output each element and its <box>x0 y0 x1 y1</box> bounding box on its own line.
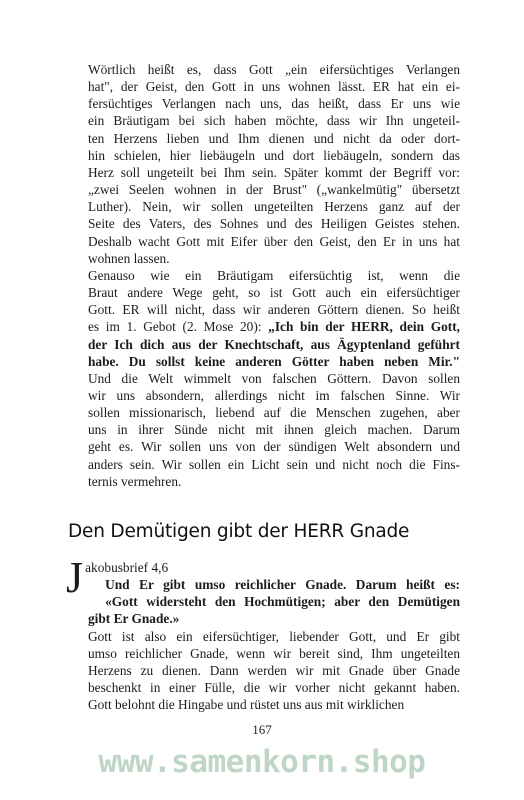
text-line <box>68 164 460 181</box>
text-run: Deshalb wacht Gott mit Eifer über den Geist, den Er in uns hat <box>88 233 460 249</box>
text-run: fersüchtiges Verlangen nach uns, das heißt, dass Er uns wie <box>88 96 460 112</box>
paragraph-1 <box>68 61 460 267</box>
text-line <box>68 130 460 147</box>
text-line <box>68 404 460 421</box>
text-line <box>68 456 460 473</box>
paragraph-3 <box>68 628 460 714</box>
text-run: wir uns absondern, allerdings nicht im falschen Sinne. Wir <box>88 387 460 403</box>
watermark: www.samenkorn.shop <box>98 744 426 780</box>
text-line <box>68 198 460 215</box>
section-heading: Den Demütigen gibt der HERR Gnade <box>68 521 410 542</box>
text-run: ternis vermehren. <box>88 473 182 489</box>
text-run: Gott belohnt die Hingabe und rüstet uns aus mit wirklichen <box>88 697 405 713</box>
text-run: ein Bräutigam bei sich haben möchte, dass wir Ihn ungeteil- <box>88 113 460 129</box>
text-line <box>68 473 460 490</box>
text-line <box>68 421 460 438</box>
text-run: Gott ist also ein eifersüchtiger, liebender Gott, und Er gibt <box>88 628 460 644</box>
text-run: „zwei Seelen wohnen in der Brust" („wankelmütig" übersetzt <box>88 182 460 198</box>
text-run: hin schielen, hier liebäugeln und dort liebäugeln, sondern das <box>88 147 460 163</box>
text-run: ten Herzens lieben und Ihm dienen und nicht da oder dort- <box>88 130 460 146</box>
text-run: Luther). Nein, wir sollen ungeteilten Herzens ganz auf der <box>88 199 460 215</box>
text-run: beschenkt in einer Fülle, die wir vorher nicht gekannt haben. <box>88 680 460 696</box>
text-line <box>68 438 460 455</box>
scripture-reference-block <box>66 553 460 628</box>
text-run: wohnen lassen. <box>88 250 170 266</box>
text-line <box>68 181 460 198</box>
text-line <box>68 593 460 610</box>
text-run: Wörtlich heißt es, dass Gott „ein eifersüchtiges Verlangen <box>88 62 460 77</box>
bold-text: «Gott widersteht den Hochmütigen; aber den Demütigen <box>105 594 460 610</box>
text-run: umso reichlicher Gnade, wenn wir bereit sind, Ihm ungeteilten <box>88 645 460 661</box>
text-run: uns in ihrer Sünde nicht mit ihnen gleich machen. Darum <box>88 422 460 438</box>
text-line <box>68 318 460 335</box>
text-line <box>68 112 460 129</box>
text-line <box>68 679 460 696</box>
text-line <box>68 95 460 112</box>
text-line <box>68 387 460 404</box>
text-line <box>68 215 460 232</box>
text-run: Herz soll ungeteilt bei Ihm sein. Später kommt der Begriff vor: <box>88 164 460 180</box>
text-line <box>68 147 460 164</box>
scripture-quote <box>68 576 460 627</box>
text-run: es im 1. Gebot (2. Mose 20): <box>88 319 269 335</box>
text-line <box>68 61 460 78</box>
text-line <box>68 610 460 627</box>
text-line <box>68 645 460 662</box>
bold-text: habe. Du sollst keine anderen Götter haben neben Mir." <box>88 353 460 369</box>
text-run: geht es. Wir sollen uns von der sündigen Welt absondern und <box>88 439 460 455</box>
text-run: sollen missionarisch, liebend auf die Menschen zugehen, aber <box>88 405 460 421</box>
text-line <box>68 233 460 250</box>
text-line <box>68 370 460 387</box>
section-2 <box>66 553 460 713</box>
text-line <box>68 353 460 370</box>
text-line <box>68 696 460 713</box>
text-line <box>68 662 460 679</box>
body-text <box>68 61 460 490</box>
text-line <box>68 250 460 267</box>
text-run: Gott. ER will nicht, dass wir anderen Göttern dienen. So heißt <box>88 302 460 318</box>
bold-text: „Ich bin der HERR, dein Gott, <box>268 319 460 335</box>
scripture-reference: akobusbrief 4,6 <box>85 560 169 575</box>
text-line <box>68 576 460 593</box>
paragraph-2 <box>68 267 460 490</box>
bold-text: gibt Er Gnade.» <box>88 611 180 627</box>
text-run: Seite des Vaters, des Sohnes und des Heiligen Geistes stehen. <box>88 216 460 232</box>
text-line <box>68 628 460 645</box>
text-line <box>68 336 460 353</box>
text-run: Genauso wie ein Bräutigam eifersüchtig ist, wenn die <box>88 267 460 283</box>
text-line <box>68 78 460 95</box>
drop-cap: J <box>66 553 84 602</box>
text-run: anders sein. Wir sollen ein Licht sein und nicht noch die Fins- <box>88 456 460 472</box>
bold-text: Und Er gibt umso reichlicher Gnade. Darum heißt es: <box>105 577 460 593</box>
text-line <box>68 301 460 318</box>
text-run: Herzens zu dienen. Dann werden wir mit Gnade über Gnade <box>88 662 460 678</box>
bold-text: der Ich dich aus der Knechtschaft, aus Ägyptenland geführt <box>88 336 460 352</box>
text-run: Braut andere Wege geht, so ist Gott auch ein eifersüchtiger <box>88 285 460 301</box>
page-number: 167 <box>252 722 272 737</box>
text-run: Und die Welt wimmelt von falschen Göttern. Davon sollen <box>88 370 460 386</box>
text-line <box>68 284 460 301</box>
text-run: hat", der Geist, den Gott in uns wohnen lässt. ER hat ein ei- <box>88 79 460 95</box>
text-line <box>68 267 460 284</box>
